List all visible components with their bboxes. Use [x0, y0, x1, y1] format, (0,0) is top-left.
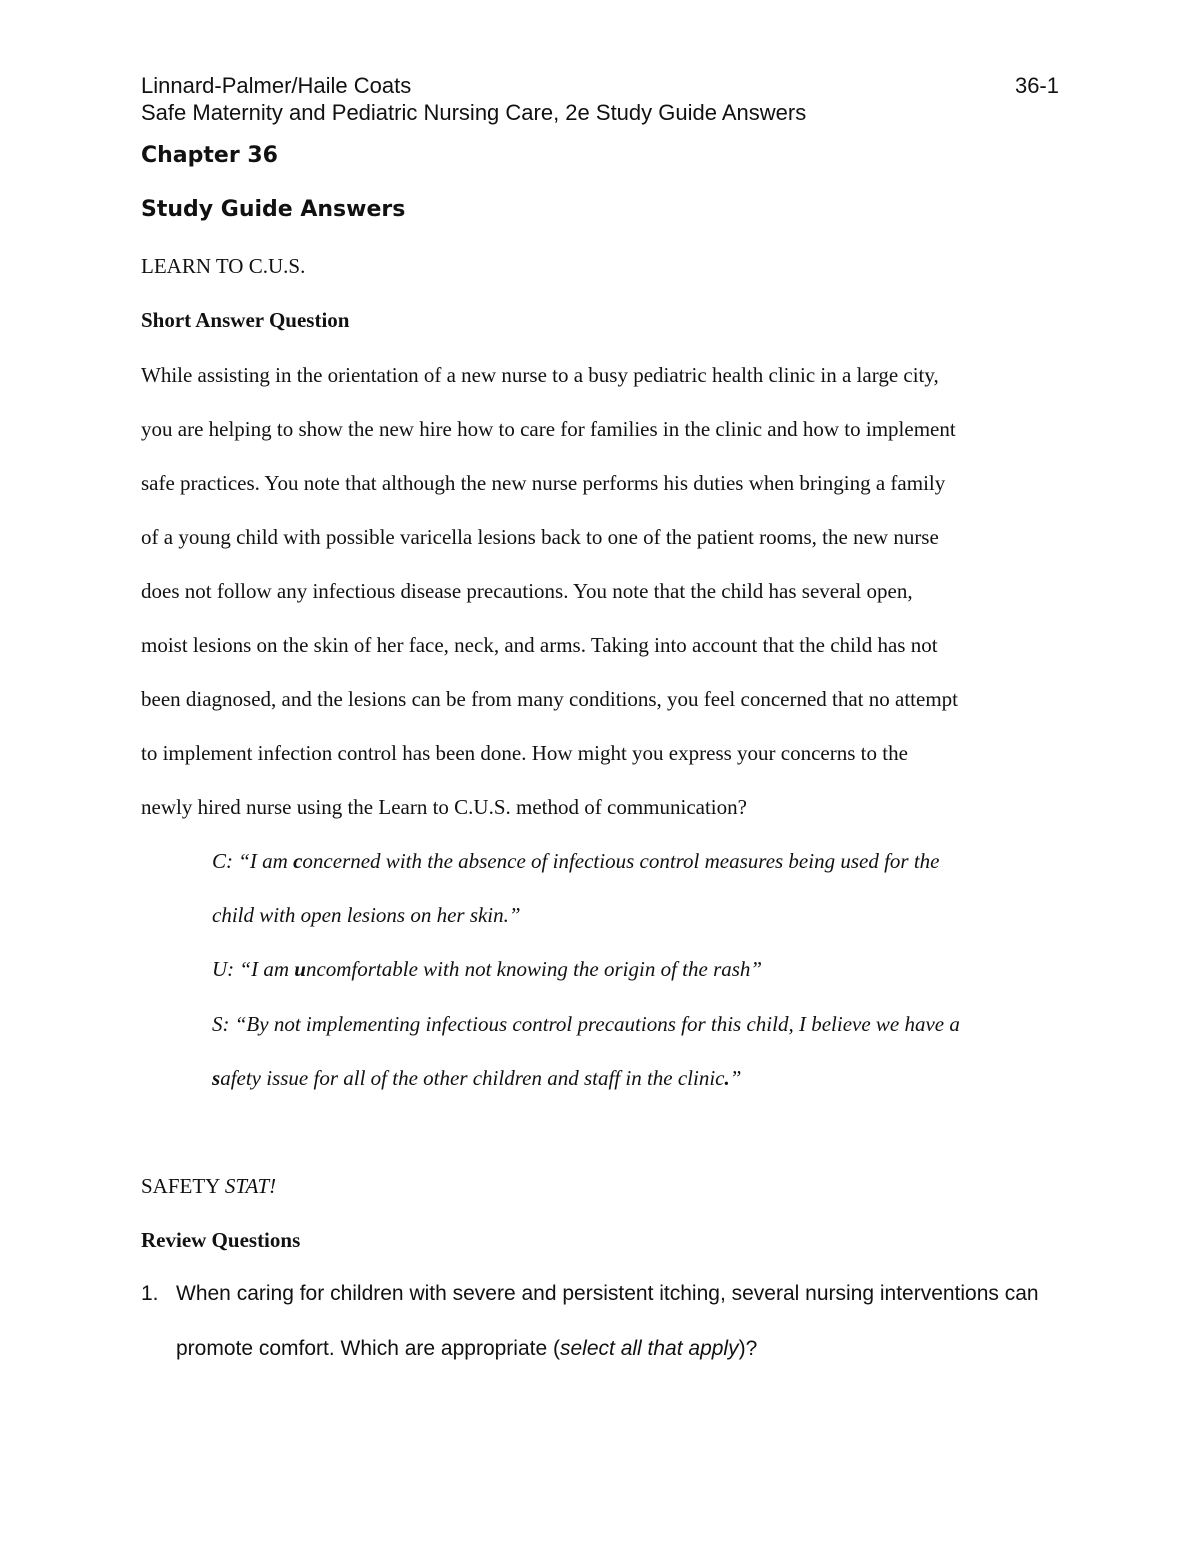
safety-stat-heading	[141, 1172, 276, 1200]
answer-c-continued: child with open lesions on her skin.”	[212, 903, 521, 927]
question-line: of a young child with possible varicella lesions back to one of the patient rooms, the new nurse	[141, 525, 939, 549]
answer-s-close-quote: ”	[729, 1066, 742, 1090]
review-question-end: )?	[738, 1337, 758, 1360]
question-line: been diagnosed, and the lesions can be from many conditions, you feel concerned that no attempt	[141, 687, 959, 711]
question-line: to implement infection control has been done. How might you express your concerns to the	[141, 741, 908, 765]
question-line: newly hired nurse using the Learn to C.U.S. method of communication?	[141, 795, 747, 819]
review-question-line	[176, 1335, 757, 1363]
review-questions-heading: Review Questions	[141, 1228, 301, 1252]
answer-u-key-letter: u	[294, 957, 306, 981]
question-number: 1.	[141, 1282, 159, 1305]
running-header	[141, 72, 1059, 100]
learn-cus-heading: LEARN TO C.U.S.	[141, 254, 306, 278]
question-line: does not follow any infectious disease precautions. You note that the child has several open,	[141, 579, 913, 603]
question-line: you are helping to show the new hire how to care for families in the clinic and how to implement	[141, 417, 956, 441]
question-line: moist lesions on the skin of her face, neck, and arms. Taking into account that the child has not	[141, 633, 938, 657]
answer-s-text: afety issue for all of the other children and staff in the clinic	[220, 1066, 725, 1090]
answer-c	[212, 847, 940, 875]
answer-s-key-letter: s	[212, 1066, 221, 1090]
select-all-instruction: select all that apply	[560, 1337, 739, 1360]
review-question-line: When caring for children with severe and persistent itching, several nursing interventions can	[176, 1282, 1039, 1305]
answer-c-key-letter: c	[293, 849, 303, 873]
section-title: Study Guide Answers	[141, 197, 406, 222]
short-answer-heading: Short Answer Question	[141, 308, 350, 332]
review-question-text: promote comfort. Which are appropriate (	[176, 1337, 560, 1360]
answer-u-prefix: U: “I am	[212, 957, 295, 981]
header-page-number: 36-1	[1014, 73, 1059, 98]
safety-stat-emphasis: STAT!	[224, 1174, 277, 1198]
header-book-title: Safe Maternity and Pediatric Nursing Care, 2e Study Guide Answers	[141, 100, 807, 125]
answer-u	[212, 955, 762, 983]
question-line: While assisting in the orientation of a new nurse to a busy pediatric health clinic in a large city,	[141, 363, 939, 387]
header-authors: Linnard-Palmer/Haile Coats	[141, 73, 412, 98]
answer-c-prefix: C: “I am	[212, 849, 294, 873]
answer-s-period: .	[724, 1066, 730, 1090]
chapter-title: Chapter 36	[141, 143, 278, 168]
answer-s: S: “By not implementing infectious control precautions for this child, I believe we have a	[212, 1012, 960, 1036]
answer-u-text: ncomfortable with not knowing the origin of the rash”	[305, 957, 763, 981]
answer-s-continued	[212, 1064, 741, 1092]
safety-stat-label: SAFETY	[141, 1174, 225, 1198]
answer-c-text: oncerned with the absence of infectious control measures being used for the	[302, 849, 940, 873]
question-line: safe practices. You note that although the new nurse performs his duties when bringing a family	[141, 471, 946, 495]
